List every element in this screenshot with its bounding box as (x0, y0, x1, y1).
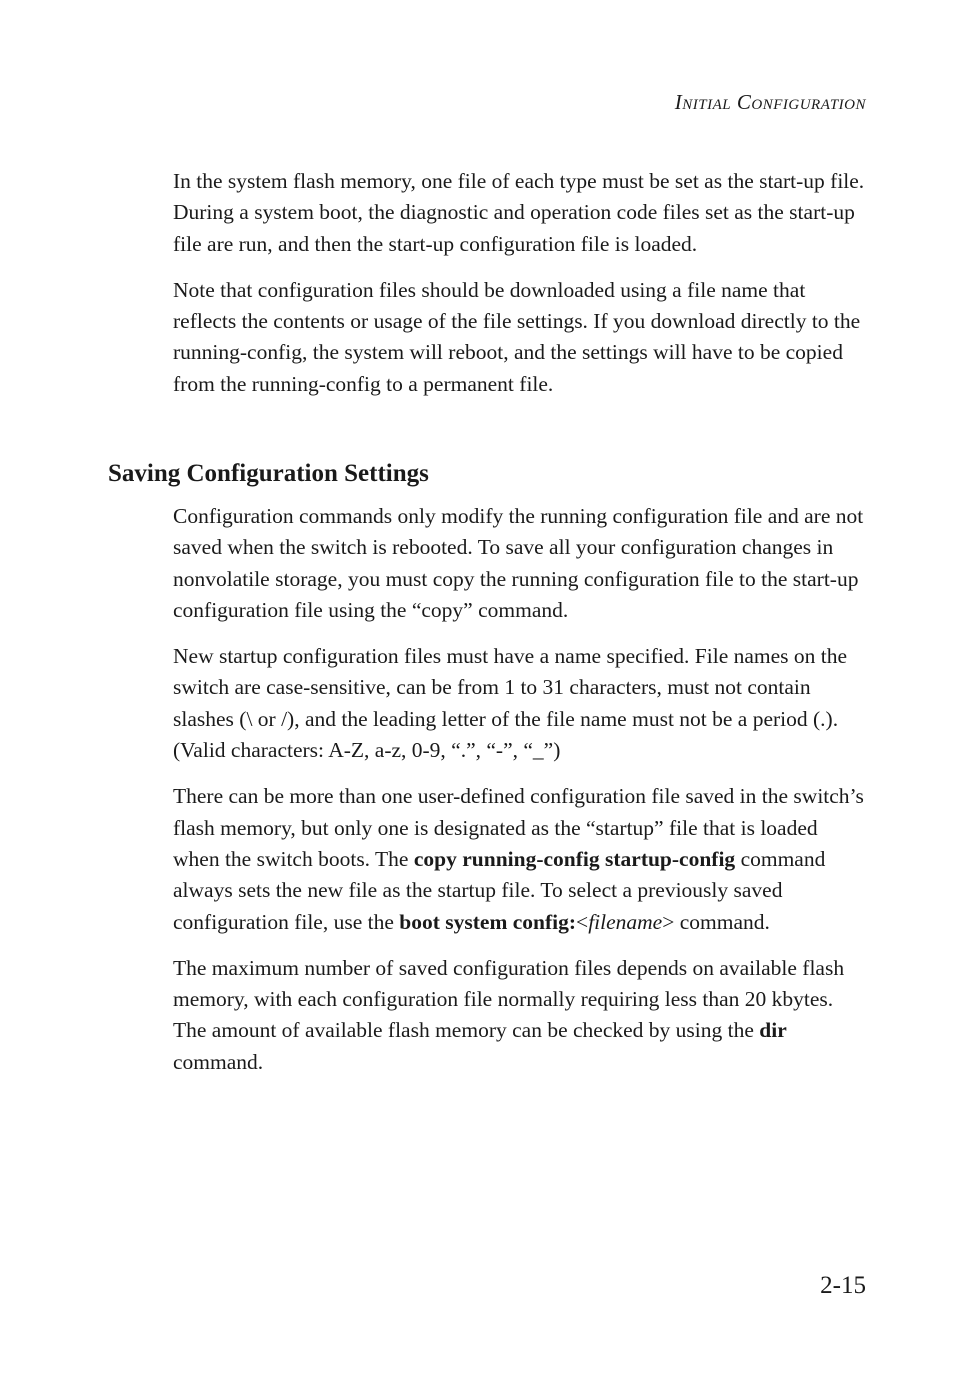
section-heading: Saving Configuration Settings (108, 460, 429, 487)
intro-paragraph-1: In the system flash memory, one file of each type must be set as the start-up file. During a system boot, the diagnostic and operation code files set as the start-up file are run, and then the start-up configuration file is loaded. (173, 169, 865, 256)
filename-placeholder: filename (588, 909, 663, 934)
p3-lt: < (576, 909, 589, 934)
intro-section (173, 166, 868, 415)
p3-gt: > (662, 909, 675, 934)
section-paragraph-2: New startup configuration files must have a name specified. File names on the switch are case-sensitive, can be from 1 to 31 characters, must not contain slashes (\ or /), and the leading letter of the file name must not be a period (.). (Valid characters: A-Z, a-z, 0-9, “.”, “-”, “_”) (173, 644, 848, 763)
command-dir: dir (759, 1018, 787, 1043)
p3-text-d: command. (674, 909, 770, 934)
header-initial-1: I (674, 90, 683, 114)
p4-text-c: command. (173, 1049, 264, 1074)
header-initial-2: C (736, 90, 752, 114)
p3-text-c: command always sets the new file as the startup file. To select a previously saved configuration file, use the (173, 846, 826, 934)
command-copy-running-config: copy running-config startup-config (413, 846, 736, 871)
header-rest-1: NITIAL (682, 97, 732, 113)
running-header (675, 90, 866, 115)
section-paragraph-3 (173, 781, 868, 937)
p3-text-a: There can be more than one user-defined configuration file saved in the switch’s flash memory, but only one is designated as the “startup” file that is loaded when the switch boots. The (173, 784, 864, 871)
command-boot-system: boot system config: (399, 909, 577, 934)
intro-paragraph-2: Note that configuration files should be downloaded using a file name that reflects the contents or usage of the file settings. If you download directly to the running-config, the system will reboot, and the settings will have to be copied from the running-config to a permanent file. (173, 277, 861, 396)
p4-text-a: The maximum number of saved configuration files depends on available flash memory, with each configuration file normally requiring less than 20 kbytes. The amount of available flash memory can be checked by using the (173, 955, 845, 1043)
header-rest-2: ONFIGURATION (751, 97, 866, 113)
page-number: 2-15 (820, 1272, 866, 1299)
section-paragraph-4 (173, 953, 868, 1078)
section-paragraph-1: Configuration commands only modify the running configuration file and are not saved when the switch is rebooted. To save all your configuration changes in nonvolatile storage, you must copy the running configuration file to the start-up configuration file using the “copy” command. (173, 504, 864, 622)
section-body (173, 501, 868, 1093)
